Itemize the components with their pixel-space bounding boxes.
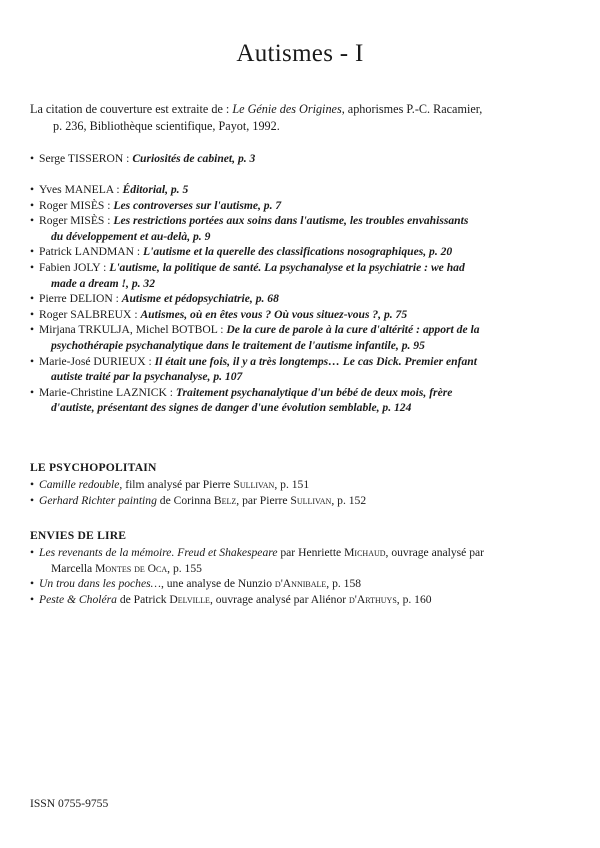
item-text: de Patrick bbox=[116, 592, 170, 606]
item-author: Sullivan bbox=[233, 478, 275, 491]
entry-author: Marie-José DURIEUX : bbox=[39, 354, 152, 368]
entry-title: Traitement psychanalytique d'un bébé de deux mois, frère bbox=[175, 385, 453, 399]
citation-prefix: La citation de couverture est extraite de : bbox=[30, 102, 233, 116]
item-page: , p. 160 bbox=[396, 592, 432, 606]
entry-title-cont: d'autiste, présentant des signes de danger d'une évolution semblable, p. 124 bbox=[51, 401, 412, 415]
entry-title-cont: made a dream !, p. 32 bbox=[51, 276, 156, 290]
envies-list bbox=[30, 545, 592, 607]
entry-title-cont: psychothérapie psychanalytique dans le traitement de l'autisme infantile, p. 95 bbox=[51, 338, 425, 352]
item-text: par Henriette bbox=[277, 546, 345, 559]
entry-title: Autisme et pédopsychiatrie, p. 68 bbox=[121, 292, 279, 306]
entry-author: Marie-Christine LAZNICK : bbox=[39, 385, 173, 399]
citation-middle: , aphorismes P.-C. Racamier, bbox=[341, 102, 483, 116]
item-text: , film analysé par Pierre bbox=[119, 478, 234, 491]
entry-author: Roger MISÈS : bbox=[39, 214, 111, 228]
item-title: Les revenants de la mémoire. Freud et Shakespeare bbox=[39, 546, 278, 559]
issn-number: ISSN 0755-9755 bbox=[30, 797, 109, 810]
entry-author: Pierre DELION : bbox=[39, 292, 119, 306]
item-text: , une analyse de Nunzio bbox=[160, 577, 275, 591]
item-title: Gerhard Richter painting bbox=[39, 493, 157, 507]
item-page: , p. 151 bbox=[274, 478, 310, 491]
item-text: , ouvrage analysé par Aliénor bbox=[209, 592, 350, 606]
item-title: Camille redouble bbox=[39, 478, 120, 491]
entry-title: Les controverses sur l'autisme, p. 7 bbox=[113, 198, 282, 212]
page-title: Autismes - I bbox=[236, 40, 364, 67]
editorial-list-intro bbox=[30, 151, 590, 167]
item-title: Un trou dans les poches… bbox=[39, 577, 161, 591]
item-page: , p. 152 bbox=[331, 493, 367, 507]
cover-citation bbox=[30, 101, 585, 135]
list-item bbox=[30, 385, 590, 416]
list-item bbox=[30, 182, 590, 198]
entry-author: Yves MANELA : bbox=[39, 183, 120, 196]
entry-author: Fabien JOLY : bbox=[39, 260, 107, 274]
item-reviewer: Montes de Oca bbox=[95, 561, 168, 575]
entry-title: Curiosités de cabinet, p. 3 bbox=[132, 152, 256, 165]
entry-title-cont: autiste traité par la psychanalyse, p. 107 bbox=[51, 370, 243, 384]
item-author: Michaud bbox=[344, 546, 386, 559]
section-heading-psychopolitain: LE PSYCHOPOLITAIN bbox=[30, 461, 157, 474]
entry-author: Roger SALBREUX : bbox=[39, 307, 138, 321]
list-item bbox=[30, 307, 590, 323]
entry-author: Patrick LANDMAN : bbox=[39, 245, 141, 259]
entry-author: Serge TISSERON : bbox=[39, 152, 130, 165]
list-item bbox=[30, 576, 592, 592]
citation-line2: p. 236, Bibliothèque scientifique, Payot, 1992. bbox=[53, 119, 280, 133]
list-item bbox=[30, 291, 590, 307]
item-cont bbox=[39, 561, 592, 577]
section-heading-envies: ENVIES DE LIRE bbox=[30, 529, 127, 542]
item-title: Peste & Choléra bbox=[39, 592, 117, 606]
list-item bbox=[30, 493, 592, 509]
list-item bbox=[30, 260, 590, 291]
list-item bbox=[30, 322, 590, 353]
item-text: , ouvrage analysé par bbox=[385, 546, 485, 559]
item-text: de Corinna bbox=[156, 493, 214, 507]
psychopolitain-list bbox=[30, 477, 592, 508]
item-page: , p. 158 bbox=[326, 577, 362, 591]
article-list bbox=[30, 182, 590, 416]
item-text: Marcella bbox=[51, 561, 96, 575]
entry-title-cont: du développement et au-delà, p. 9 bbox=[51, 229, 211, 243]
list-item bbox=[30, 354, 590, 385]
list-item bbox=[30, 592, 592, 608]
list-item bbox=[30, 477, 592, 493]
entry-title: Les restrictions portées aux soins dans l'autisme, les troubles envahissants bbox=[113, 214, 469, 228]
item-author: Delville bbox=[169, 592, 210, 606]
item-author: Belz bbox=[213, 493, 237, 507]
list-item bbox=[30, 244, 590, 260]
citation-book: Le Génie des Origines bbox=[232, 102, 342, 116]
entry-title: De la cure de parole à la cure d'altérité : apport de la bbox=[226, 323, 480, 337]
item-reviewer: d'Arthuys bbox=[349, 592, 397, 606]
entry-title: Autismes, où en êtes vous ? Où vous situez-vous ?, p. 75 bbox=[140, 307, 408, 321]
list-item bbox=[30, 198, 590, 214]
list-item bbox=[30, 151, 590, 167]
entry-author: Roger MISÈS : bbox=[39, 198, 111, 212]
entry-title: L'autisme, la politique de santé. La psychanalyse et la psychiatrie : we had bbox=[109, 260, 465, 274]
entry-title: Éditorial, p. 5 bbox=[122, 183, 189, 196]
item-page: , p. 155 bbox=[167, 561, 202, 575]
item-author: d'Annibale bbox=[274, 577, 327, 591]
entry-author: Mirjana TRKULJA, Michel BOTBOL : bbox=[39, 323, 224, 337]
entry-title: Il était une fois, il y a très longtemps… Le cas Dick. Premier enfant bbox=[154, 354, 477, 368]
item-text: , par Pierre bbox=[236, 493, 291, 507]
entry-title: L'autisme et la querelle des classifications nosographiques, p. 20 bbox=[143, 245, 453, 259]
item-reviewer: Sullivan bbox=[290, 493, 332, 507]
list-item bbox=[30, 213, 590, 244]
list-item bbox=[30, 545, 592, 576]
